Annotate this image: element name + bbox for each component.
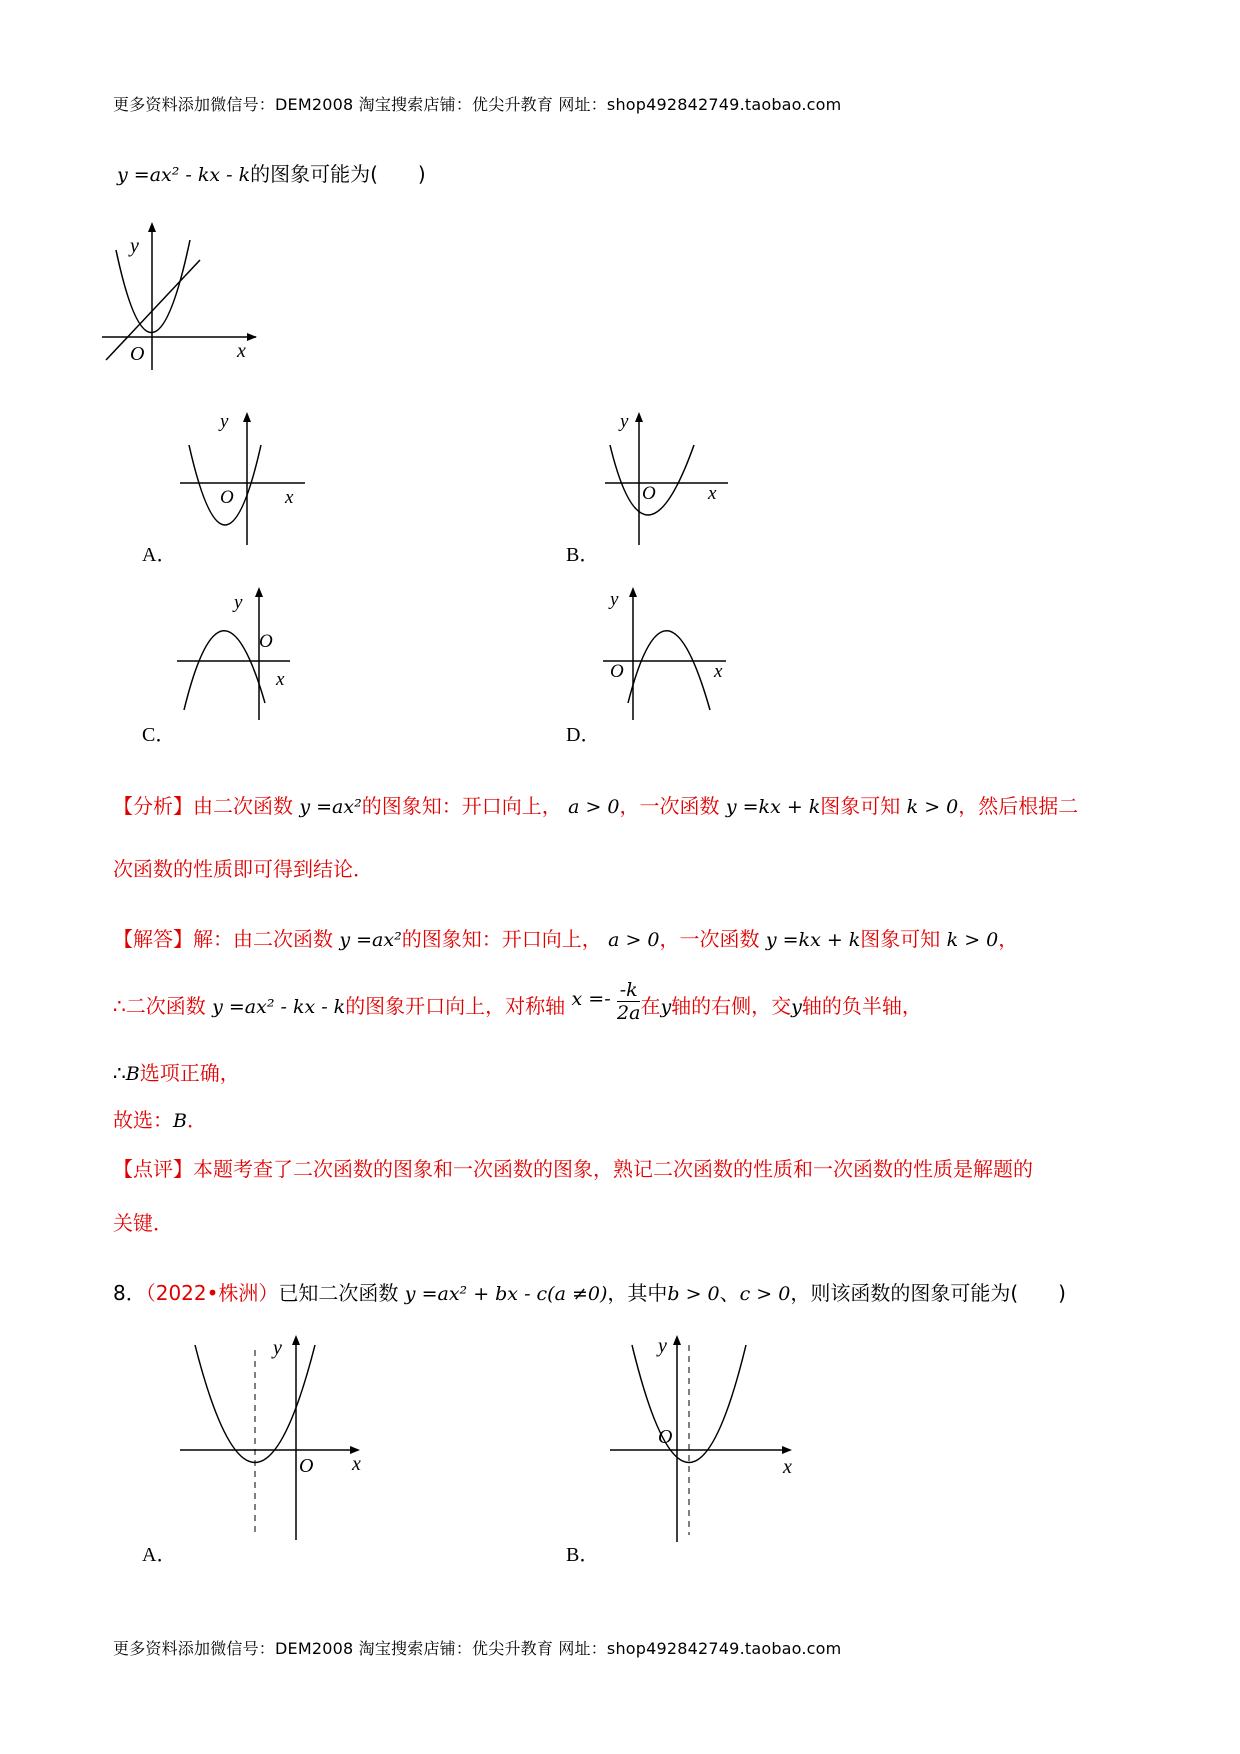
q8-option-a-label: A． bbox=[142, 1544, 177, 1566]
analysis-tag: 【分析】 bbox=[113, 794, 193, 818]
page-footer: 更多资料添加微信号：DEM2008 淘宝搜索店铺：优尖升教育 网址：shop492842749.taobao.com bbox=[113, 1639, 842, 1658]
axis-y-label: y bbox=[273, 1337, 282, 1359]
fraction-numerator: -k bbox=[617, 979, 640, 1002]
q8-option-a-graph bbox=[175, 1330, 375, 1545]
analysis-formula: a > 0 bbox=[568, 796, 620, 818]
q7-formula: y =ax² - kx - k bbox=[117, 164, 251, 186]
analysis-text: 图象可知 bbox=[820, 794, 901, 818]
analysis-text: 的图象知：开口向上， bbox=[361, 794, 562, 818]
solution-text: 图象可知 bbox=[860, 927, 941, 951]
q8-stem bbox=[113, 1277, 1066, 1306]
solution-formula: y bbox=[660, 996, 672, 1018]
solution-line4 bbox=[113, 1104, 207, 1133]
axis-y-label: y bbox=[220, 411, 229, 432]
solution-text: ，一次函数 bbox=[659, 927, 760, 951]
q7-option-d-graph bbox=[598, 585, 738, 725]
q7-main-origin-label: O bbox=[130, 343, 145, 365]
solution-text: 解：由二次函数 bbox=[193, 927, 333, 951]
q8-formula: y =ax² + bx - c(a ≠0) bbox=[404, 1283, 608, 1305]
solution-text: ∴二次函数 bbox=[113, 994, 206, 1018]
axis-x-label: x bbox=[708, 483, 717, 504]
analysis-text: ，一次函数 bbox=[619, 794, 720, 818]
analysis-formula: y =kx + k bbox=[725, 796, 821, 818]
axis-x-label: x bbox=[783, 1456, 792, 1478]
q7-option-c-label: C． bbox=[142, 724, 176, 746]
q7-main-x-label: x bbox=[237, 340, 246, 362]
q7-option-c-graph bbox=[172, 585, 312, 725]
q7-main-figure bbox=[100, 220, 260, 380]
q8-text: ，则该函数的图象可能为( ) bbox=[790, 1281, 1066, 1305]
fraction-denominator: 2a bbox=[617, 1002, 641, 1024]
solution-formula: k > 0 bbox=[946, 929, 999, 951]
solution-text: 的图象知：开口向上， bbox=[401, 927, 602, 951]
q8-text: 已知二次函数 bbox=[278, 1281, 399, 1305]
solution-formula: y =ax² bbox=[339, 929, 402, 951]
analysis-line1 bbox=[113, 790, 1078, 819]
axis-x-label: x bbox=[714, 661, 723, 682]
solution-answer: B bbox=[173, 1110, 187, 1132]
axis-y-label: y bbox=[610, 589, 619, 610]
symmetry-fraction bbox=[617, 979, 640, 1024]
axis-x-label: x bbox=[276, 669, 285, 690]
axis-x-label: x bbox=[352, 1453, 361, 1475]
solution-text: ， bbox=[998, 927, 1019, 951]
page-header: 更多资料添加微信号：DEM2008 淘宝搜索店铺：优尖升教育 网址：shop492842749.taobao.com bbox=[113, 95, 842, 114]
solution-text: 轴的负半轴， bbox=[801, 994, 922, 1018]
origin-label: O bbox=[642, 483, 656, 504]
analysis-formula: k > 0 bbox=[906, 796, 959, 818]
solution-text: 轴的右侧，交 bbox=[671, 994, 792, 1018]
q7-stem-suffix: 的图象可能为( ) bbox=[250, 162, 426, 186]
origin-label: O bbox=[299, 1455, 314, 1477]
analysis-line2: 次函数的性质即可得到结论． bbox=[113, 857, 373, 881]
axis-y-label: y bbox=[658, 1335, 667, 1357]
q8-number: 8． bbox=[113, 1281, 146, 1305]
symmetry-axis-x: x =- bbox=[571, 988, 611, 1010]
solution-formula: a > 0 bbox=[608, 929, 660, 951]
origin-label: O bbox=[610, 661, 624, 682]
analysis-formula: y =ax² bbox=[299, 796, 362, 818]
analysis-text: 由二次函数 bbox=[193, 794, 293, 818]
q8-text: ，其中 bbox=[607, 1281, 668, 1305]
solution-formula: y =ax² - kx - k bbox=[212, 996, 346, 1018]
origin-label: O bbox=[259, 631, 273, 652]
axis-y-label: y bbox=[234, 592, 243, 613]
solution-text: 选项正确， bbox=[139, 1061, 240, 1085]
q7-option-d-label: D． bbox=[566, 724, 601, 746]
axis-x-label: x bbox=[285, 487, 294, 508]
q7-option-b-label: B． bbox=[566, 544, 600, 566]
solution-formula: B bbox=[125, 1063, 140, 1085]
comment-text: 本题考查了二次函数的图象和一次函数的图象，熟记二次函数的性质和一次函数的性质是解题的 bbox=[193, 1157, 1033, 1181]
comment-line1 bbox=[113, 1153, 1033, 1182]
solution-formula: y bbox=[791, 996, 802, 1018]
origin-label: O bbox=[220, 487, 234, 508]
solution-line2 bbox=[113, 979, 922, 1030]
comment-line2: 关键． bbox=[113, 1211, 173, 1235]
therefore-symbol: ∴ bbox=[113, 1061, 126, 1085]
q8-option-b-graph bbox=[605, 1330, 805, 1545]
solution-text: 的图象开口向上，对称轴 bbox=[345, 994, 566, 1018]
analysis-text: ，然后根据二 bbox=[958, 794, 1079, 818]
q7-option-b-graph bbox=[600, 410, 740, 550]
q8-condition: b > 0 bbox=[667, 1283, 720, 1305]
q7-main-y-label: y bbox=[130, 235, 139, 257]
q8-condition: c > 0 bbox=[739, 1283, 791, 1305]
solution-line1 bbox=[113, 923, 1018, 952]
solution-text: ． bbox=[186, 1108, 207, 1132]
solution-formula: y =kx + k bbox=[765, 929, 861, 951]
solution-text: 在 bbox=[640, 994, 661, 1018]
origin-label: O bbox=[658, 1426, 673, 1448]
q7-stem bbox=[117, 158, 426, 187]
solution-tag: 【解答】 bbox=[113, 927, 193, 951]
axis-y-label: y bbox=[620, 411, 629, 432]
q7-option-a-label: A． bbox=[142, 544, 177, 566]
comment-tag: 【点评】 bbox=[113, 1157, 193, 1181]
solution-text: 故选： bbox=[113, 1108, 173, 1132]
q8-source: （2022•株洲） bbox=[145, 1281, 279, 1305]
solution-line3 bbox=[113, 1057, 240, 1086]
q8-option-b-label: B． bbox=[566, 1544, 600, 1566]
q8-text: 、 bbox=[719, 1281, 740, 1305]
q7-option-a-graph bbox=[175, 410, 315, 550]
